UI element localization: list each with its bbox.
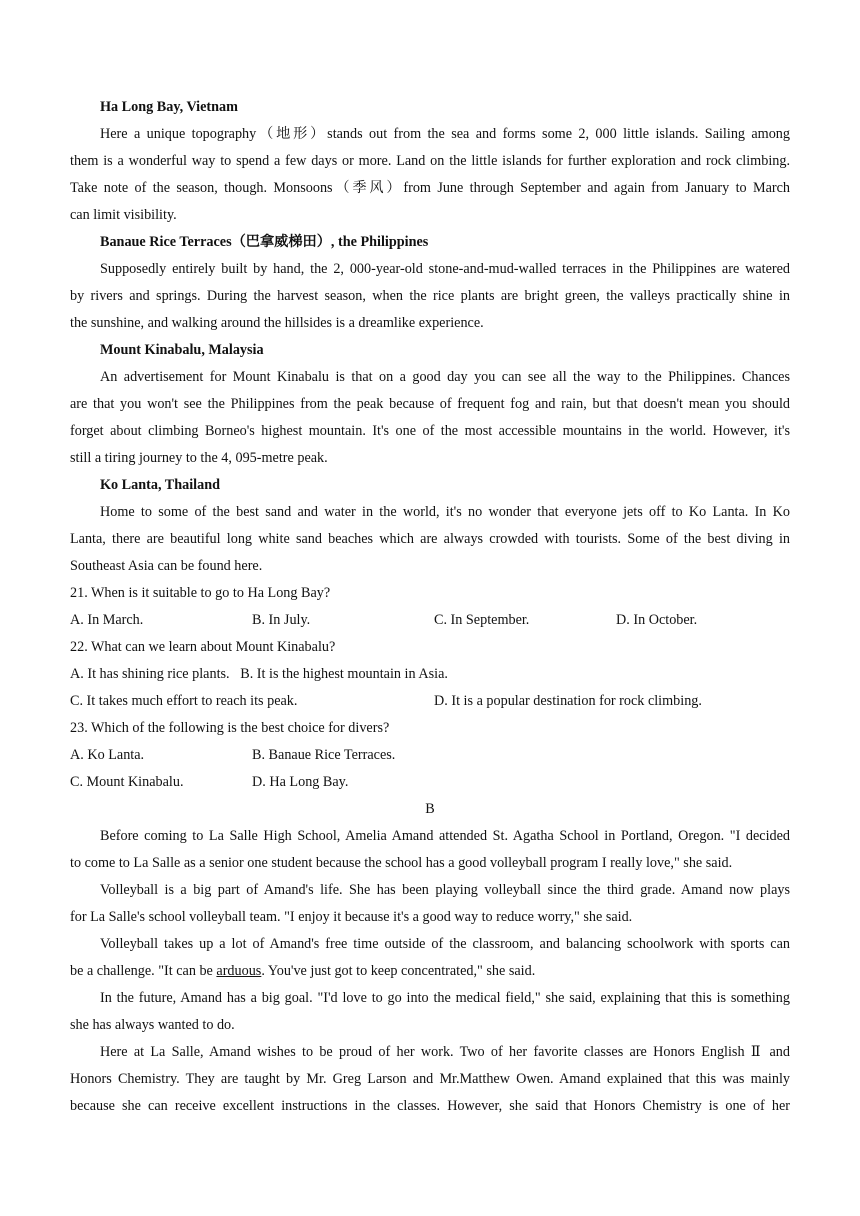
paragraph-line: Volleyball is a big part of Amand's life. She has been playing volleyball since the third grade. Amand now plays [100,882,790,898]
paragraph-line: by rivers and springs. During the harvest season, when the rice plants are bright green, the valleys practically shine in [70,288,790,304]
paragraph-line: the sunshine, and walking around the hillsides is a dreamlike experience. [70,315,484,331]
heading-ha-long-bay: Ha Long Bay, Vietnam [100,99,238,115]
paragraph-line: Take note of the season, though. Monsoons（季风）from June through September and again from January to March [70,180,790,196]
option-d: D. In October. [616,612,698,628]
option-c: C. Mount Kinabalu. [70,774,184,790]
question-22-options-cd [70,688,790,715]
section-label-b: B [425,801,435,817]
question-21: 21. When is it suitable to go to Ha Long Bay? [70,585,331,601]
heading-ko-lanta: Ko Lanta, Thailand [100,477,220,493]
paragraph-line: Home to some of the best sand and water in the world, it's no wonder that everyone jets off to Ko Lanta. In Ko [100,504,790,520]
paragraph-line: because she can receive excellent instructions in the classes. However, she said that Honors Chemistry is one of her [70,1098,790,1114]
text-run: be a challenge. "It can be [70,963,217,979]
underlined-word: arduous [216,963,262,979]
paragraph-line: Lanta, there are beautiful long white sand beaches which are always crowded with tourists. Some of the best diving in [70,531,790,547]
text-run: . You've just got to keep concentrated," she said. [261,963,536,979]
option-b: B. It is the highest mountain in Asia. [240,666,448,682]
option-a: A. In March. [70,612,144,628]
question-23-options-cd [70,769,790,796]
document-page [70,94,790,1120]
option-a: A. It has shining rice plants. [70,666,230,682]
option-d: D. Ha Long Bay. [252,774,349,790]
option-b: B. Banaue Rice Terraces. [252,747,396,763]
paragraph-line: Supposedly entirely built by hand, the 2, 000-year-old stone-and-mud-walled terraces in the Philippines are watered [100,261,790,277]
option-a: A. Ko Lanta. [70,747,145,763]
option-c: C. In September. [434,612,530,628]
paragraph-line: she has always wanted to do. [70,1017,235,1033]
question-22-options-ab [70,661,790,688]
paragraph-line: Here a unique topography（地形）stands out from the sea and forms some 2, 000 little islands. Sailing among [100,126,790,142]
paragraph-line [70,958,790,985]
paragraph-line: Volleyball takes up a lot of Amand's free time outside of the classroom, and balancing schoolwork with sports can [100,936,790,952]
heading-banaue: Banaue Rice Terraces（巴拿威梯田）, the Philippines [100,234,429,250]
option-d: D. It is a popular destination for rock climbing. [434,693,702,709]
paragraph-line: Honors Chemistry. They are taught by Mr. Greg Larson and Mr.Matthew Owen. Amand explained that this was mainly [70,1071,790,1087]
paragraph-line: Before coming to La Salle High School, Amelia Amand attended St. Agatha School in Portland, Oregon. "I decided [100,828,790,844]
paragraph-line: for La Salle's school volleyball team. "I enjoy it because it's a good way to reduce worry," she said. [70,909,633,925]
paragraph-line: to come to La Salle as a senior one student because the school has a good volleyball program I really love," she said. [70,855,733,871]
paragraph-line: forget about climbing Borneo's highest mountain. It's one of the most accessible mountains in the world. However, it's [70,423,790,439]
paragraph-line: Southeast Asia can be found here. [70,558,263,574]
paragraph-line: are that you won't see the Philippines from the peak because of frequent fog and rain, but that doesn't mean you should [70,396,790,412]
option-b: B. In July. [252,612,311,628]
paragraph-line: Here at La Salle, Amand wishes to be proud of her work. Two of her favorite classes are Honors English Ⅱ and [100,1044,790,1060]
option-c: C. It takes much effort to reach its peak. [70,693,298,709]
question-22: 22. What can we learn about Mount Kinabalu? [70,639,336,655]
paragraph-line: them is a wonderful way to spend a few days or more. Land on the little islands for further exploration and rock climbing. [70,153,790,169]
question-21-options [70,607,790,634]
paragraph-line: can limit visibility. [70,207,177,223]
question-23-options-ab [70,742,790,769]
paragraph-line: An advertisement for Mount Kinabalu is that on a good day you can see all the way to the Philippines. Chances [100,369,790,385]
paragraph-line: In the future, Amand has a big goal. "I'd love to go into the medical field," she said, explaining that this is something [100,990,790,1006]
paragraph-line: still a tiring journey to the 4, 095-metre peak. [70,450,328,466]
heading-kinabalu: Mount Kinabalu, Malaysia [100,342,264,358]
question-23: 23. Which of the following is the best choice for divers? [70,720,390,736]
